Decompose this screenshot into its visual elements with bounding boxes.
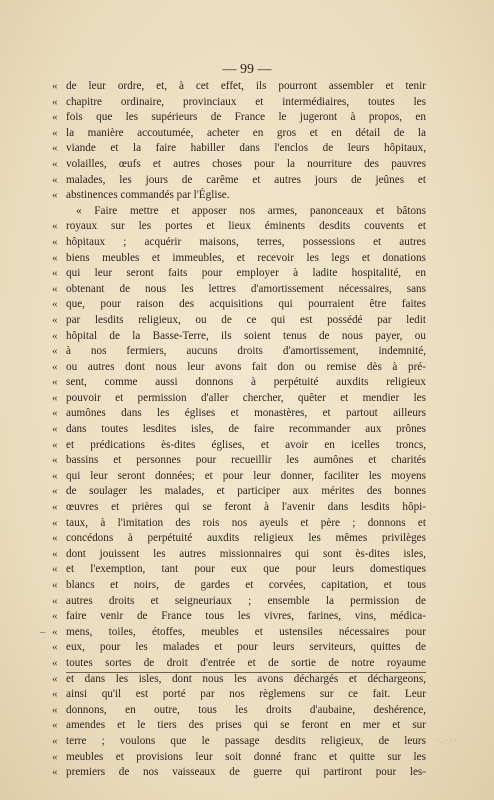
quote-mark: «	[52, 438, 58, 451]
quote-mark: «	[52, 516, 58, 529]
quote-mark: «	[52, 220, 58, 233]
text-line	[52, 750, 426, 766]
text-line	[66, 204, 426, 220]
line-text: et dans les isles, dont nous les avons déchargés et déchargeons,	[66, 672, 426, 685]
text-line	[52, 500, 426, 516]
line-text: premiers de nos vaisseaux de guerre qui partiront pour les-	[66, 766, 426, 779]
line-text: ou autres dont nous leur avons fait don ou remise dès à pré-	[66, 360, 426, 373]
text-line	[40, 625, 426, 641]
paper-stain: ·.·:·	[436, 736, 459, 745]
quote-mark: «	[52, 610, 58, 623]
text-line	[52, 157, 426, 173]
margin-dash: –	[40, 625, 46, 638]
line-text: « Faire mettre et apposer nos armes, panonceaux et bâtons	[76, 204, 426, 217]
quote-mark: «	[52, 579, 58, 591]
text-line	[52, 344, 426, 360]
line-text: hôpitaux ; acquérir maisons, terres, possessions et autres	[66, 235, 426, 248]
quote-mark: «	[52, 126, 58, 139]
text-line	[52, 126, 426, 142]
text-line	[52, 266, 426, 282]
quote-mark: «	[52, 501, 58, 514]
text-line	[52, 562, 426, 578]
page-number: — 99 —	[222, 62, 272, 77]
quote-mark: «	[52, 407, 58, 420]
text-line	[52, 547, 426, 563]
line-text: par lesdits religieux, ou de ce qui est possédé par ledit	[66, 313, 426, 326]
quote-mark: «	[52, 298, 58, 311]
quote-mark: «	[52, 719, 58, 732]
text-line	[52, 141, 426, 157]
quote-mark: «	[52, 173, 58, 186]
text-line	[52, 531, 426, 547]
line-text: de soulager les malades, et participer aux mérites des bonnes	[66, 485, 426, 498]
quote-mark: «	[52, 376, 58, 389]
line-text: volailles, œufs et autres choses pour la nourriture des pauvres	[66, 157, 426, 170]
text-line	[52, 375, 426, 391]
text-line	[52, 329, 426, 345]
text-line	[52, 734, 426, 750]
line-text: œuvres et prières qui se feront à l'avenir dans lesdits hôpi-	[66, 501, 426, 514]
quote-mark: «	[52, 734, 58, 747]
quote-mark: «	[52, 750, 58, 763]
text-line	[52, 297, 426, 313]
line-text: donnons, en outre, tous les droits d'aubaine, deshérence,	[66, 703, 426, 716]
line-text: autres droits et seigneuriaux ; ensemble la permission de	[66, 594, 426, 607]
quote-mark: «	[52, 563, 58, 576]
quote-mark: «	[52, 656, 58, 669]
quote-mark: «	[52, 532, 58, 545]
text-line	[52, 516, 426, 532]
text-line	[52, 672, 426, 688]
line-text: aumônes dans les églises et monastères, et partout ailleurs	[66, 407, 426, 420]
line-text: terre ; voulons que le passage desdits religieux, de leurs	[66, 734, 426, 747]
line-text: faire venir de France tous les vivres, farines, vins, médica-	[66, 610, 426, 623]
text-line	[52, 251, 426, 267]
quote-mark: «	[52, 80, 58, 92]
line-text: dont jouissent les autres missionnaires qui sont ès-dites isles,	[66, 547, 426, 560]
quote-mark: «	[52, 423, 58, 436]
line-text: toutes sortes de droit d'entrée et de sortie de notre royaume	[66, 656, 426, 669]
quote-mark: «	[52, 282, 58, 295]
text-line	[52, 235, 426, 251]
line-text: amendes et le tiers des prises qui se feront en mer et sur	[66, 719, 426, 732]
text-line	[52, 453, 426, 469]
quote-mark: «	[52, 329, 58, 342]
line-text: que, pour raison des acquisitions qui pourraient être faites	[66, 298, 426, 311]
quote-mark: «	[52, 766, 58, 779]
text-line	[52, 469, 426, 485]
line-text: à nos fermiers, aucuns droits d'amortissement, indemnité,	[66, 345, 426, 358]
quote-mark: «	[52, 360, 58, 373]
text-line	[52, 422, 426, 438]
quote-mark: «	[52, 703, 58, 716]
text-line	[52, 640, 426, 656]
quote-mark: «	[52, 235, 58, 248]
line-text: malades, les jours de carême et autres jours de jeûnes et	[66, 173, 426, 186]
quote-mark: «	[52, 157, 58, 170]
text-line	[52, 391, 426, 407]
quote-mark: «	[52, 313, 58, 326]
line-text: taux, à l'imitation des rois nos ayeuls et père ; donnons et	[66, 516, 426, 529]
line-text: mens, toiles, étoffes, meubles et ustensiles nécessaires pour	[66, 625, 426, 638]
line-text: et prédications ès-dites églises, et avoir en icelles troncs,	[66, 438, 426, 451]
text-line	[52, 594, 426, 610]
line-text: hôpital de la Basse-Terre, ils soient tenus de nous payer, ou	[66, 329, 426, 342]
text-line	[52, 79, 426, 95]
quote-mark: «	[52, 625, 58, 638]
text-line	[52, 173, 426, 189]
quote-mark: «	[52, 547, 58, 560]
quote-mark: «	[52, 142, 58, 155]
quote-mark: «	[52, 454, 58, 467]
line-text: de leur ordre, et, à cet effet, ils pourront assembler et tenir	[66, 80, 426, 92]
quote-mark: «	[52, 111, 58, 124]
line-text: royaux sur les portes et lieux éminents desdits couvents et	[66, 220, 426, 233]
line-text: obtenant de nous les lettres d'amortissement nécessaires, sans	[66, 282, 426, 295]
quote-mark: «	[52, 641, 58, 654]
line-text: biens meubles et immeubles, et recevoir les legs et donations	[66, 251, 426, 264]
quote-mark: «	[52, 95, 58, 108]
line-text: blancs et noirs, de gardes et corvées, capitation, et tous	[66, 579, 426, 591]
text-line	[52, 656, 426, 672]
line-text: ainsi qu'il est porté par nos règlemens sur ce fait. Leur	[66, 688, 426, 701]
line-text: sent, comme aussi donnons à perpétuité auxdits religieux	[66, 376, 426, 389]
line-text: la manière accoutumée, acheter en gros et en détail de la	[66, 126, 426, 139]
text-line	[52, 765, 426, 781]
line-text: chapitre ordinaire, provinciaux et intermédiaires, toutes les	[66, 95, 426, 108]
line-text: qui leur seront données; et pour leur donner, faciliter les moyens	[66, 469, 426, 482]
text-line	[52, 438, 426, 454]
quote-mark: «	[52, 469, 58, 482]
text-line	[52, 95, 426, 111]
text-line	[52, 609, 426, 625]
text-line	[52, 687, 426, 703]
quote-mark: «	[52, 267, 58, 280]
line-text: bassins et personnes pour recueillir les aumônes et charités	[66, 454, 426, 467]
line-text: abstinences commandés par l'Église.	[66, 189, 230, 202]
line-text: pouvoir et permission d'aller chercher, quêter et mendier les	[66, 391, 426, 404]
line-text: viande et la faire habiller dans l'enclos de leurs hôpitaux,	[66, 142, 426, 155]
text-line	[52, 406, 426, 422]
text-line	[52, 313, 426, 329]
bottom-rule	[66, 672, 426, 673]
line-text: eux, pour les malades et pour leurs serviteurs, quittes de	[66, 641, 426, 654]
quote-mark: «	[52, 189, 58, 202]
text-line	[52, 219, 426, 235]
text-line	[52, 110, 426, 126]
quote-mark: «	[52, 251, 58, 264]
text-line	[52, 703, 426, 719]
text-line	[52, 282, 426, 298]
quote-mark: «	[52, 688, 58, 701]
line-text: qui leur seront faits pour employer à ladite hospitalité, en	[66, 267, 426, 280]
quote-mark: «	[52, 672, 58, 685]
text-line	[52, 360, 426, 376]
line-text: dans toutes lesdites isles, de faire recommander aux prônes	[66, 423, 426, 436]
body-text	[40, 79, 426, 781]
line-text: et l'exemption, tant pour eux que pour leurs domestiques	[66, 563, 426, 576]
line-text: concédons à perpétuité auxdits religieux les mêmes privilèges	[66, 532, 426, 545]
text-line	[52, 718, 426, 734]
line-text: meubles et provisions leur soit donné franc et quitte sur les	[66, 750, 426, 763]
quote-mark: «	[52, 345, 58, 358]
text-line	[52, 188, 426, 204]
quote-mark: «	[52, 594, 58, 607]
quote-mark: «	[52, 485, 58, 498]
quote-mark: «	[52, 391, 58, 404]
text-line	[52, 484, 426, 500]
line-text: fois que les supérieurs de France le jugeront à propos, en	[66, 111, 426, 124]
text-line	[52, 578, 426, 594]
